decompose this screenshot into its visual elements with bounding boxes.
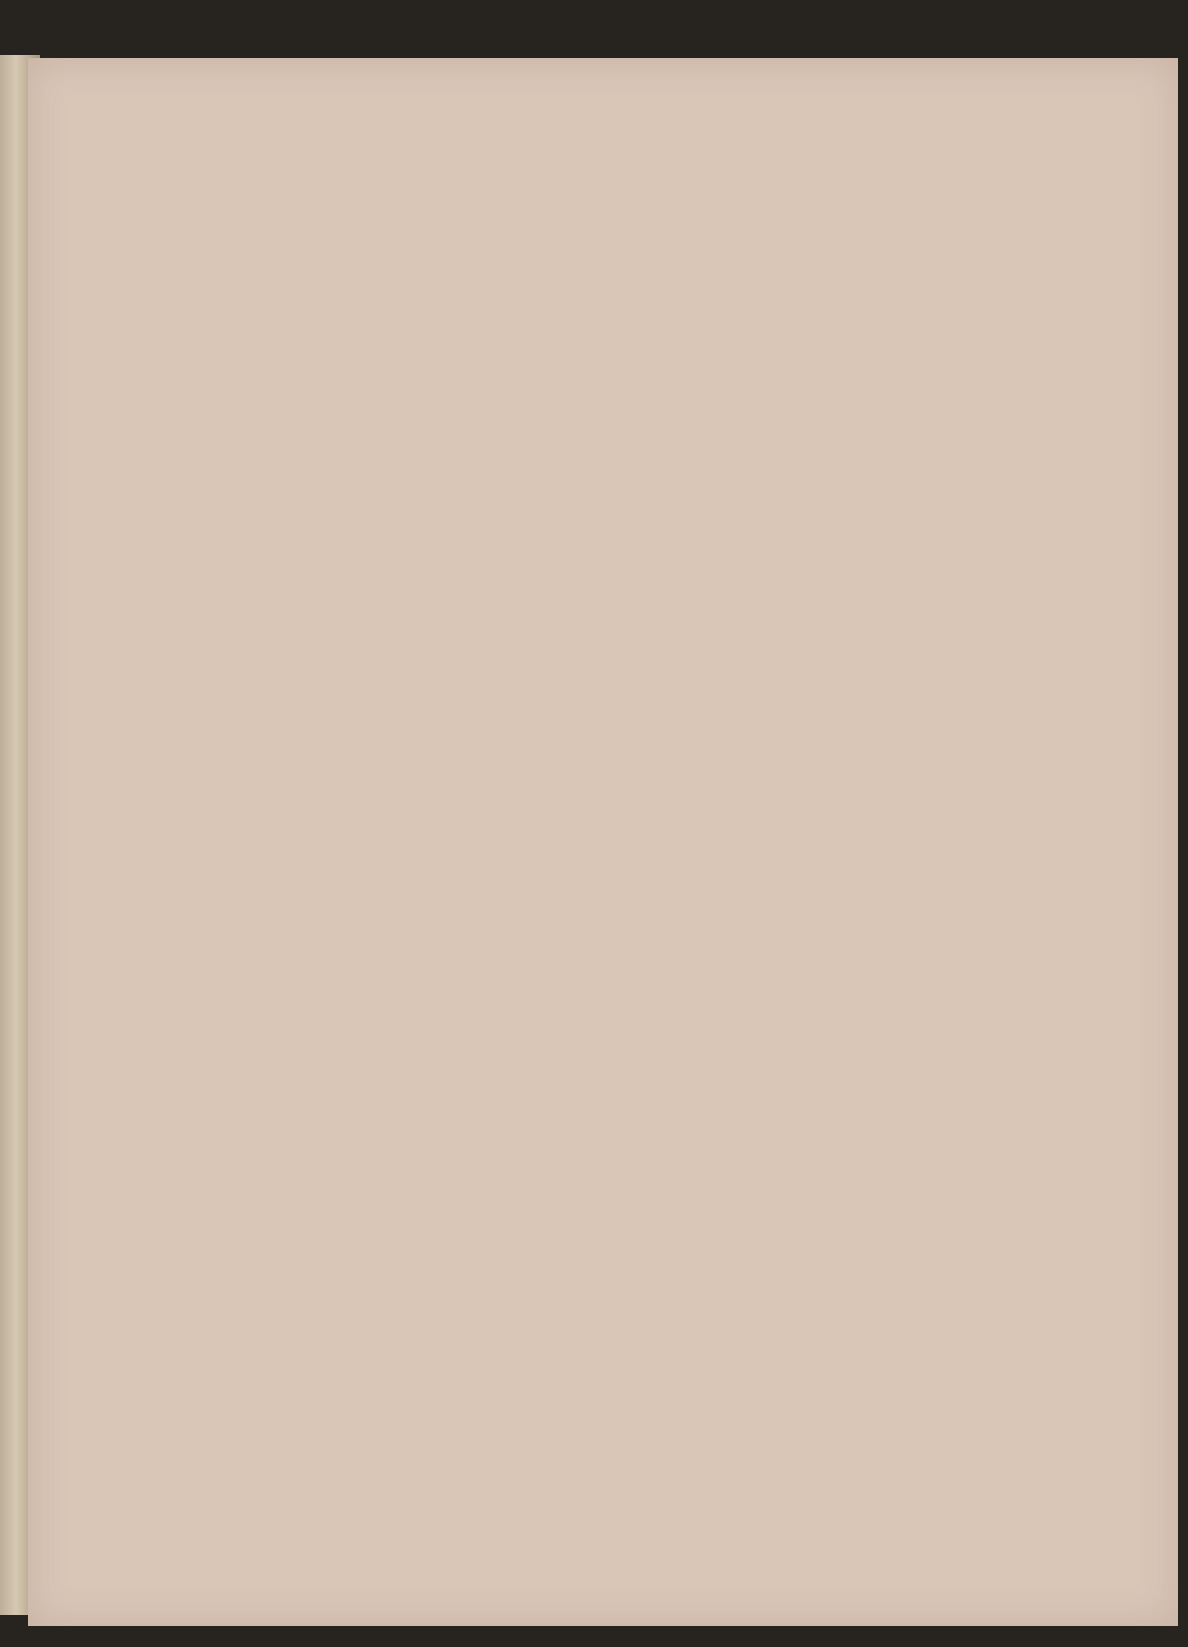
document-page bbox=[28, 58, 1178, 1626]
publication-list bbox=[28, 58, 1178, 1626]
